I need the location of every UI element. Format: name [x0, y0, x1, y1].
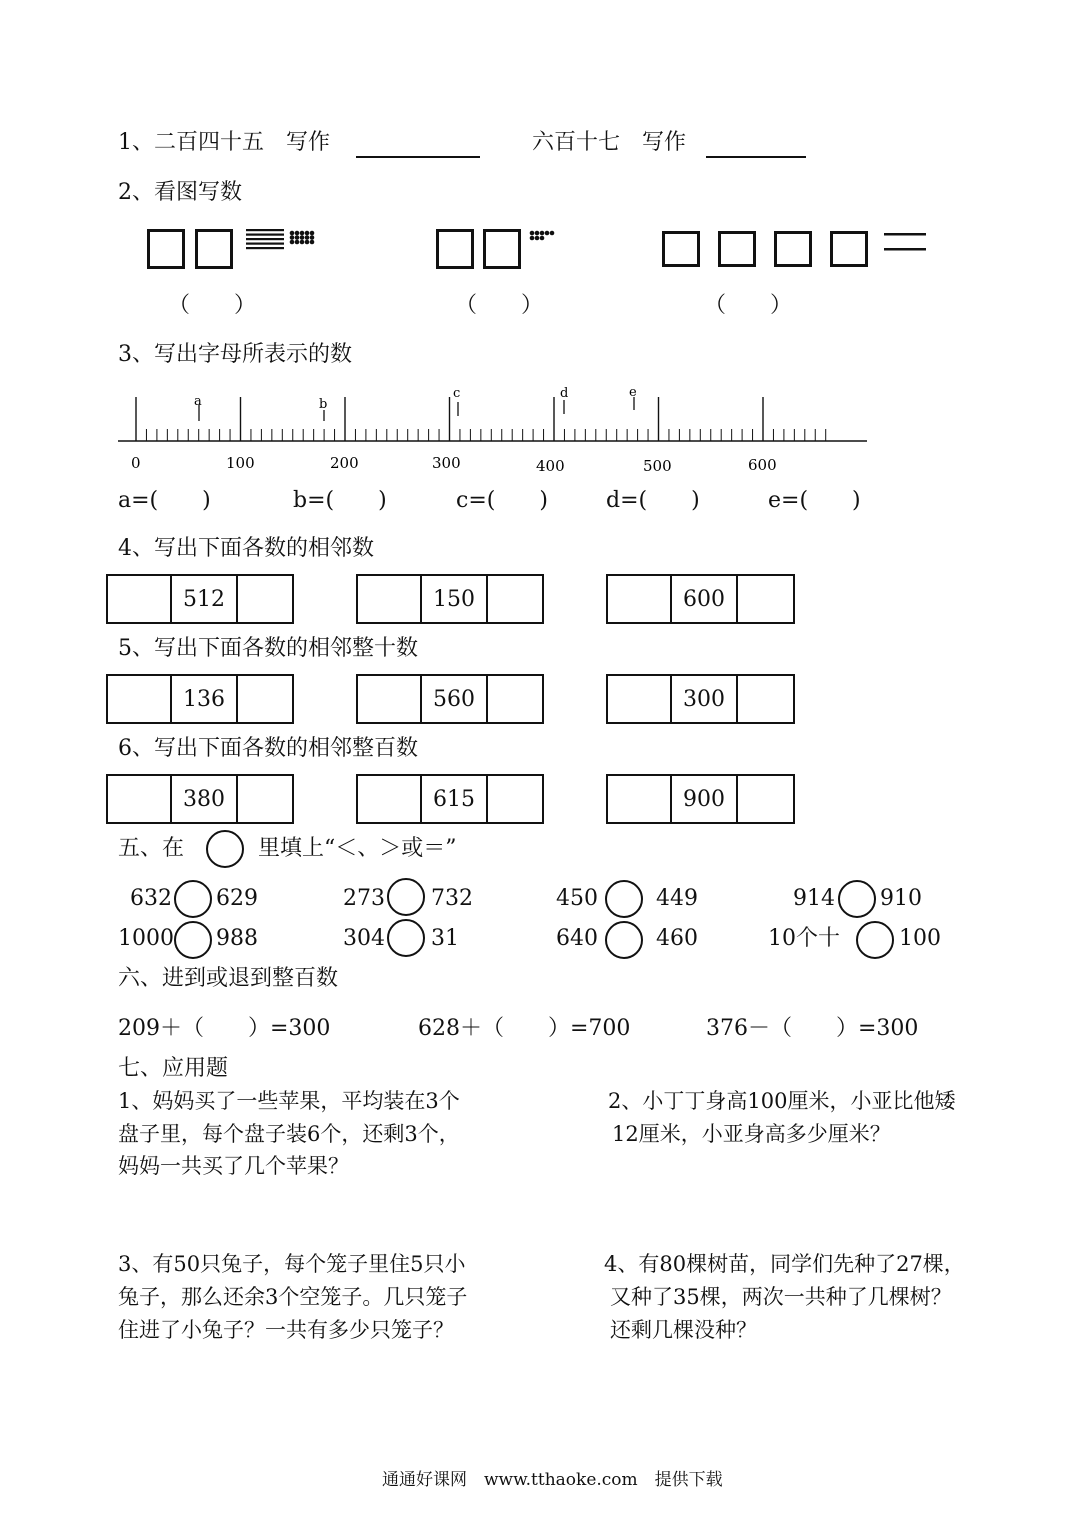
hundred-square	[662, 231, 700, 267]
neighbor-hundreds-table	[356, 774, 544, 824]
hundred-square	[436, 229, 474, 269]
neighbor-table	[106, 574, 294, 624]
s6-title: 六、进到或退到整百数	[118, 966, 339, 991]
compare-circle[interactable]	[387, 919, 425, 957]
q2-answer-paren-2[interactable]: （ ）	[455, 293, 544, 318]
compare-left: 450	[556, 886, 598, 911]
answer-cell[interactable]	[108, 576, 172, 622]
footer-credit: 通通好课网 www.tthaoke.com 提供下载	[382, 1470, 723, 1490]
compare-circle[interactable]	[605, 921, 643, 959]
answer-cell[interactable]	[608, 676, 672, 722]
compare-left: 914	[793, 886, 835, 911]
neighbor-tens-table	[106, 674, 294, 724]
given-number: 615	[422, 776, 488, 822]
s6-item-3[interactable]: 376－（ ）=300	[706, 1016, 919, 1041]
answer-cell[interactable]	[238, 576, 292, 622]
q1-text-a: 1、二百四十五 写作	[118, 130, 330, 155]
answer-a[interactable]: a=( )	[118, 488, 211, 513]
number-line	[110, 380, 880, 480]
problem-2-line: 12厘米，小亚身高多少厘米？	[612, 1122, 891, 1146]
neighbor-table	[356, 574, 544, 624]
problem-1-line: 妈妈一共买了几个苹果？	[118, 1154, 349, 1178]
hundred-square	[774, 231, 812, 267]
circle-icon	[206, 830, 244, 868]
compare-left: 632	[130, 886, 172, 911]
problem-4-line: 又种了35棵，两次一共种了几棵树？	[610, 1285, 952, 1309]
hundred-square	[483, 229, 521, 269]
given-number: 136	[172, 676, 238, 722]
q1-text-b: 六百十七 写作	[532, 130, 687, 155]
problem-1-line: 盘子里，每个盘子装6个，还剩3个，	[118, 1122, 460, 1146]
compare-circle[interactable]	[387, 878, 425, 916]
q2-title: 2、看图写数	[118, 180, 242, 205]
letter-b: b	[319, 397, 328, 412]
compare-right: 100	[899, 926, 941, 951]
s6-item-2[interactable]: 628＋（ ）=700	[418, 1016, 631, 1041]
compare-circle[interactable]	[856, 921, 894, 959]
answer-cell[interactable]	[358, 776, 422, 822]
answer-cell[interactable]	[108, 676, 172, 722]
hundred-square	[147, 229, 185, 269]
problem-1-line: 1、妈妈买了一些苹果，平均装在3个	[118, 1089, 460, 1113]
compare-right: 732	[431, 886, 473, 911]
answer-cell[interactable]	[488, 676, 542, 722]
compare-left: 10个十	[768, 926, 840, 951]
given-number: 600	[672, 576, 738, 622]
letter-d: d	[560, 386, 569, 401]
letter-c: c	[453, 386, 461, 401]
answer-c[interactable]: c=( )	[456, 488, 548, 513]
problem-3-line: 兔子，那么还余3个空笼子。几只笼子	[118, 1285, 468, 1309]
neighbor-table	[606, 574, 795, 624]
neighbor-tens-table	[356, 674, 544, 724]
compare-right: 629	[216, 886, 258, 911]
hundred-square	[718, 231, 756, 267]
answer-cell[interactable]	[488, 776, 542, 822]
q2-answer-paren-1[interactable]: （ ）	[168, 293, 257, 318]
answer-cell[interactable]	[608, 576, 672, 622]
answer-cell[interactable]	[738, 776, 793, 822]
axis-label-500: 500	[643, 457, 672, 475]
answer-cell[interactable]	[238, 776, 292, 822]
hundred-square	[830, 231, 868, 267]
given-number: 512	[172, 576, 238, 622]
neighbor-hundreds-table	[606, 774, 795, 824]
compare-right: 910	[880, 886, 922, 911]
s6-item-1[interactable]: 209＋（ ）=300	[118, 1016, 331, 1041]
given-number: 300	[672, 676, 738, 722]
axis-label-400: 400	[536, 457, 565, 475]
compare-right: 460	[656, 926, 698, 951]
answer-cell[interactable]	[488, 576, 542, 622]
problem-3-line: 3、有50只兔子，每个笼子里住5只小	[118, 1252, 466, 1276]
axis-label-600: 600	[748, 456, 777, 474]
compare-circle[interactable]	[605, 880, 643, 918]
q1-answer-blank-1[interactable]	[356, 156, 480, 158]
q5-title: 5、写出下面各数的相邻整十数	[118, 636, 418, 661]
answer-cell[interactable]	[738, 576, 793, 622]
neighbor-tens-table	[606, 674, 795, 724]
answer-cell[interactable]	[608, 776, 672, 822]
compare-right: 449	[656, 886, 698, 911]
problem-3-line: 住进了小兔子？一共有多少只笼子？	[118, 1318, 454, 1342]
answer-cell[interactable]	[108, 776, 172, 822]
compare-right: 31	[431, 926, 459, 951]
tens-bars-icon	[884, 233, 928, 253]
problem-4-line: 还剩几棵没种？	[610, 1318, 757, 1342]
q3-title: 3、写出字母所表示的数	[118, 342, 352, 367]
axis-label-100: 100	[226, 454, 255, 472]
compare-circle[interactable]	[838, 880, 876, 918]
answer-cell[interactable]	[358, 676, 422, 722]
axis-label-300: 300	[432, 454, 461, 472]
answer-cell[interactable]	[358, 576, 422, 622]
neighbor-hundreds-table	[106, 774, 294, 824]
compare-left: 304	[343, 926, 385, 951]
given-number: 560	[422, 676, 488, 722]
hundred-square	[195, 229, 233, 269]
compare-circle[interactable]	[174, 921, 212, 959]
answer-e[interactable]: e=( )	[768, 488, 861, 513]
given-number: 900	[672, 776, 738, 822]
compare-circle[interactable]	[174, 880, 212, 918]
tens-bars-icon	[246, 229, 316, 251]
q2-answer-paren-3[interactable]: （ ）	[704, 293, 793, 318]
letter-a: a	[194, 394, 202, 409]
axis-label-200: 200	[330, 454, 359, 472]
s5-title-a: 五、在	[118, 836, 185, 861]
given-number: 380	[172, 776, 238, 822]
q6-title: 6、写出下面各数的相邻整百数	[118, 736, 418, 761]
s7-title: 七、应用题	[118, 1056, 229, 1081]
given-number: 150	[422, 576, 488, 622]
q4-title: 4、写出下面各数的相邻数	[118, 536, 374, 561]
q1-answer-blank-2[interactable]	[706, 156, 806, 158]
ones-dots-icon	[528, 229, 558, 245]
compare-right: 988	[216, 926, 258, 951]
axis-label-0: 0	[131, 454, 141, 472]
problem-4-line: 4、有80棵树苗，同学们先种了27棵，	[604, 1252, 965, 1276]
s5-title-b: 里填上“＜、＞或＝”	[258, 836, 457, 861]
compare-left: 1000	[118, 926, 174, 951]
answer-b[interactable]: b=( )	[293, 488, 387, 513]
problem-2-line: 2、小丁丁身高100厘米，小亚比他矮	[608, 1089, 956, 1113]
answer-d[interactable]: d=( )	[606, 488, 700, 513]
compare-left: 640	[556, 926, 598, 951]
answer-cell[interactable]	[738, 676, 793, 722]
answer-cell[interactable]	[238, 676, 292, 722]
letter-e: e	[629, 385, 637, 400]
compare-left: 273	[343, 886, 385, 911]
